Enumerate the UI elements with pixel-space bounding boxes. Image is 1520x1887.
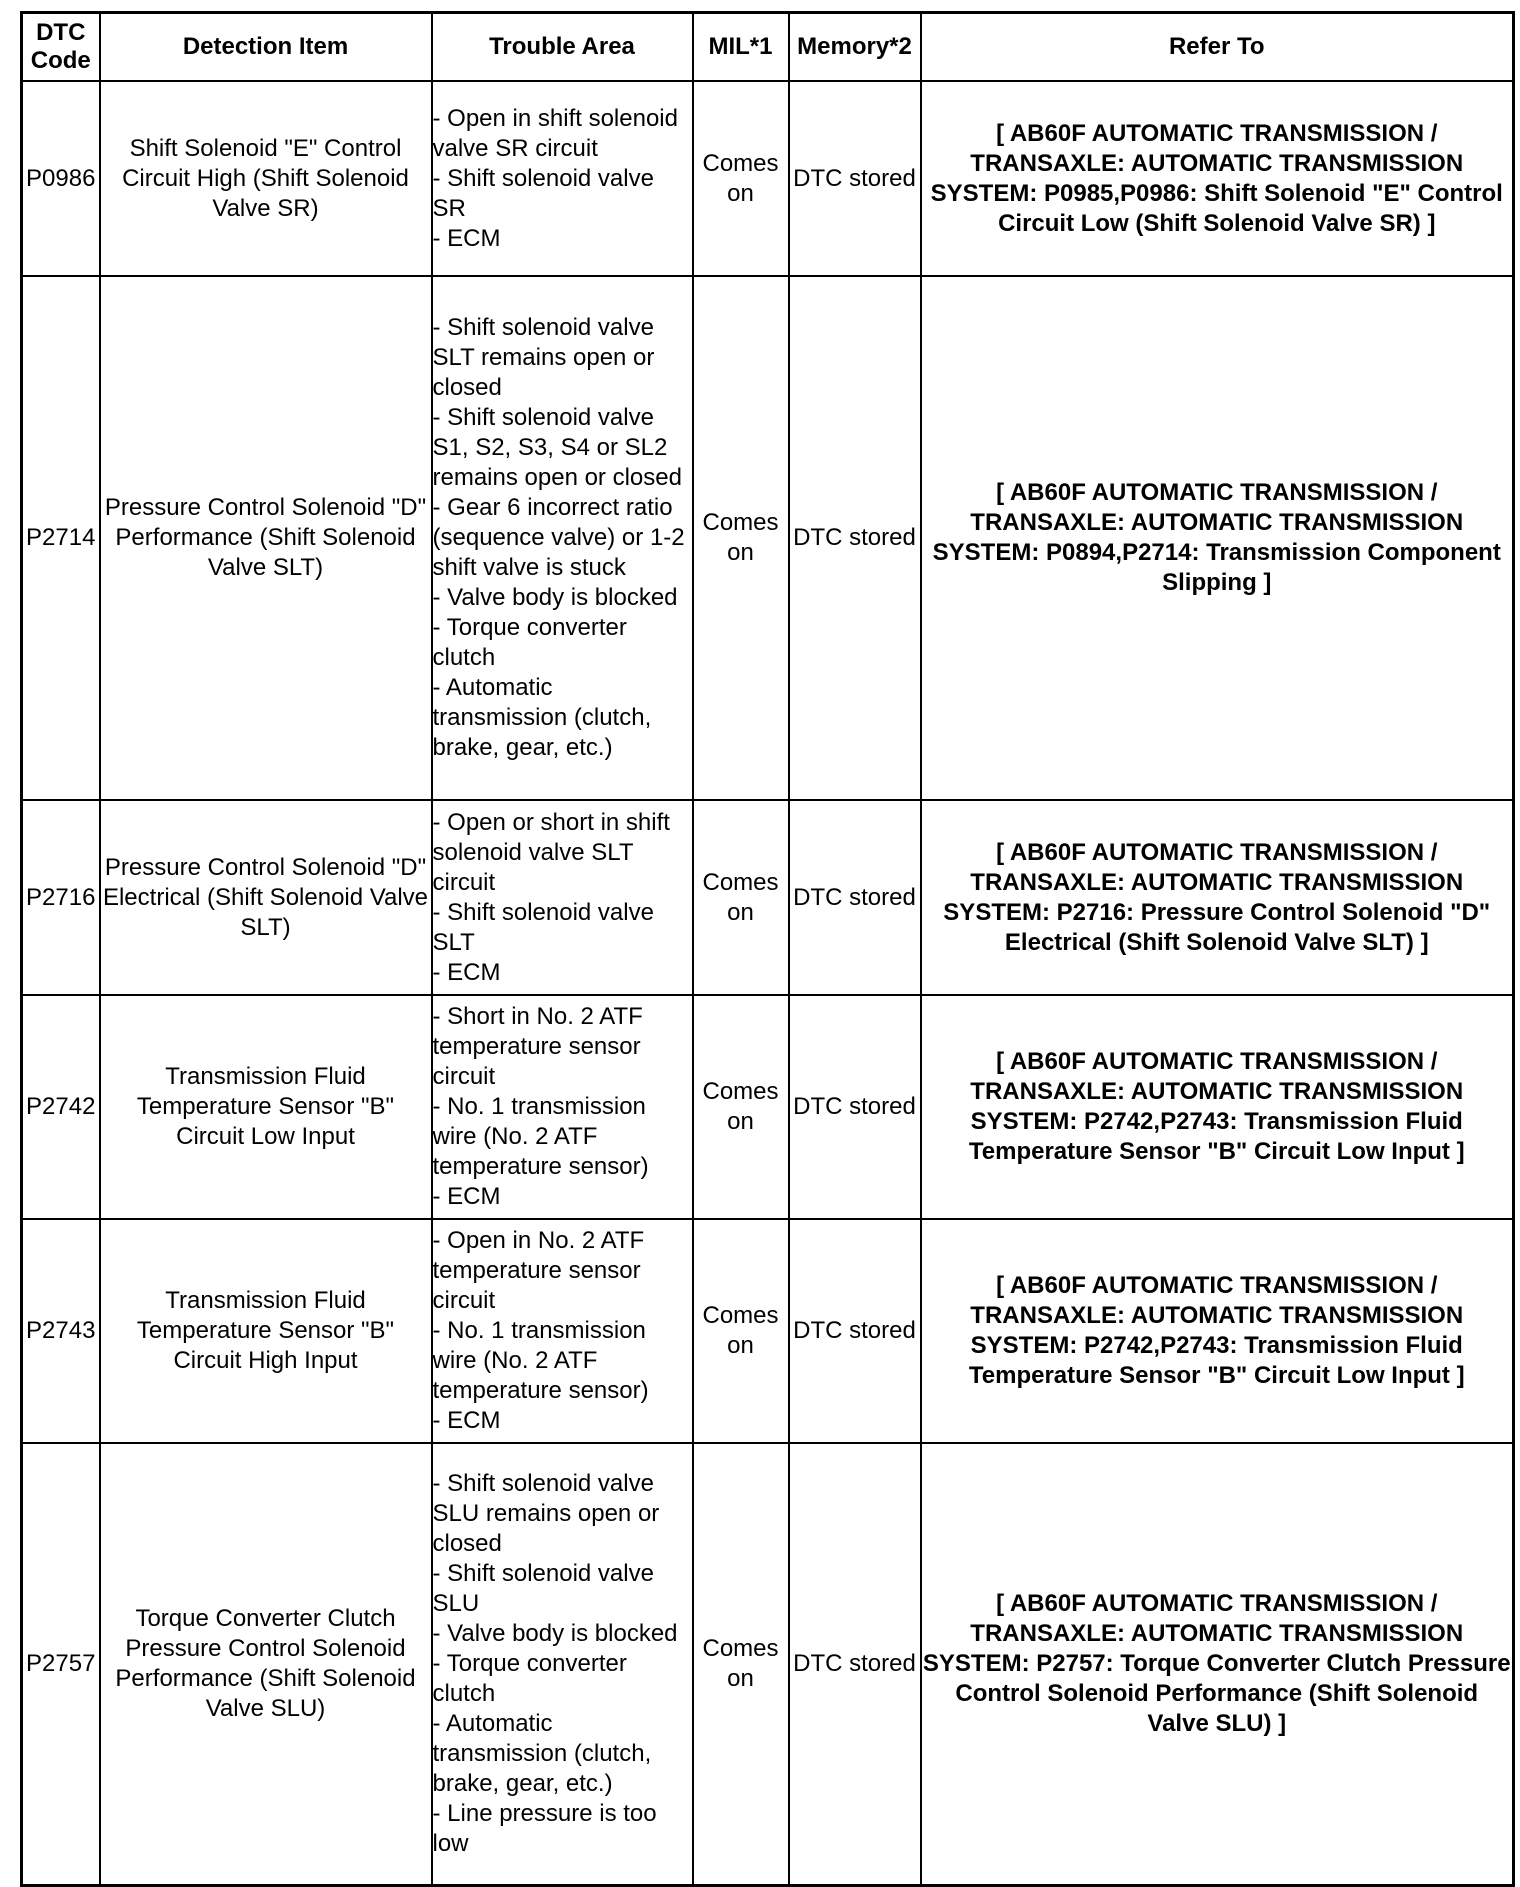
trouble-area-line: - Short in No. 2 ATF temperature sensor circuit [432,1003,643,1090]
table-row [22,81,1514,276]
header-trouble-area: Trouble Area [432,13,693,82]
table-header [22,13,1514,82]
dtc-table [20,11,1515,1887]
mil-cell: Comes on [693,276,789,800]
mil-cell: Comes on [693,1219,789,1443]
trouble-area-line: - Shift solenoid valve SLT [432,898,654,956]
trouble-area-line: - Valve body is blocked [432,1620,678,1647]
memory-cell: DTC stored [789,1443,921,1886]
trouble-area-line: - Gear 6 incorrect ratio (sequence valve) or 1-2 shift valve is stuck [432,494,685,581]
refer-to-cell: [ AB60F AUTOMATIC TRANSMISSION / TRANSAXLE: AUTOMATIC TRANSMISSION SYSTEM: P2742,P2743: Transmission Fluid Temperature Sensor "B" Circuit Low Input ] [921,995,1514,1219]
trouble-area-line: - Shift solenoid valve SLU [432,1560,654,1617]
trouble-area-cell [432,81,693,276]
refer-to-cell: [ AB60F AUTOMATIC TRANSMISSION / TRANSAXLE: AUTOMATIC TRANSMISSION SYSTEM: P0985,P0986: Shift Solenoid "E" Control Circuit Low (Shift Solenoid Valve SR) ] [921,81,1514,276]
refer-to-cell: [ AB60F AUTOMATIC TRANSMISSION / TRANSAXLE: AUTOMATIC TRANSMISSION SYSTEM: P2742,P2743: Transmission Fluid Temperature Sensor "B" Circuit Low Input ] [921,1219,1514,1443]
detection-item-cell: Shift Solenoid "E" Control Circuit High (Shift Solenoid Valve SR) [100,81,432,276]
table-row [22,276,1514,800]
header-memory: Memory*2 [789,13,921,82]
table-row [22,1219,1514,1443]
trouble-area-line: - Torque converter clutch [432,1650,627,1707]
header-dtc-code [22,13,100,82]
refer-to-cell: [ AB60F AUTOMATIC TRANSMISSION / TRANSAXLE: AUTOMATIC TRANSMISSION SYSTEM: P0894,P2714: Transmission Component Slipping ] [921,276,1514,800]
memory-cell: DTC stored [789,81,921,276]
detection-item-cell: Torque Converter Clutch Pressure Control Solenoid Performance (Shift Solenoid Valve SLU) [100,1443,432,1886]
header-mil: MIL*1 [693,13,789,82]
trouble-area-line: - ECM [432,1183,501,1210]
trouble-area-line: - Shift solenoid valve S1, S2, S3, S4 or SL2 remains open or closed [432,404,682,491]
table-body [22,81,1514,1886]
mil-cell: Comes on [693,800,789,995]
header-dtc-code-line2: Code [30,47,91,74]
trouble-area-line: - Shift solenoid valve SR [432,164,654,222]
memory-cell: DTC stored [789,800,921,995]
trouble-area-line: - Open in No. 2 ATF temperature sensor circuit [432,1227,645,1314]
trouble-area-line: - Shift solenoid valve SLU remains open or closed [432,1470,660,1557]
header-refer-to: Refer To [921,13,1514,82]
memory-cell: DTC stored [789,276,921,800]
trouble-area-line: - Open in shift solenoid valve SR circuit [432,104,678,162]
dtc-code-cell: P2743 [22,1219,100,1443]
detection-item-cell: Pressure Control Solenoid "D" Performance (Shift Solenoid Valve SLT) [100,276,432,800]
dtc-code-cell: P2714 [22,276,100,800]
dtc-code-cell: P0986 [22,81,100,276]
dtc-code-cell: P2757 [22,1443,100,1886]
table-row [22,1443,1514,1886]
trouble-area-line: - Valve body is blocked [432,584,678,611]
trouble-area-line: - No. 1 transmission wire (No. 2 ATF temperature sensor) [432,1317,649,1404]
trouble-area-line: - ECM [432,958,501,986]
header-detection-item: Detection Item [100,13,432,82]
memory-cell: DTC stored [789,995,921,1219]
trouble-area-line: - ECM [432,1407,501,1434]
trouble-area-cell [432,800,693,995]
memory-cell: DTC stored [789,1219,921,1443]
trouble-area-cell [432,1443,693,1886]
trouble-area-line: - Automatic transmission (clutch, brake, gear, etc.) [432,674,652,761]
table-row [22,800,1514,995]
detection-item-cell: Transmission Fluid Temperature Sensor "B" Circuit Low Input [100,995,432,1219]
trouble-area-cell [432,995,693,1219]
trouble-area-cell [432,276,693,800]
mil-cell: Comes on [693,995,789,1219]
refer-to-cell: [ AB60F AUTOMATIC TRANSMISSION / TRANSAXLE: AUTOMATIC TRANSMISSION SYSTEM: P2757: Torque Converter Clutch Pressure Control Solenoid Performance (Shift Solenoid Valve SLU) ] [921,1443,1514,1886]
dtc-code-cell: P2742 [22,995,100,1219]
trouble-area-line: - ECM [432,224,501,252]
trouble-area-line: - Automatic transmission (clutch, brake, gear, etc.) [432,1710,652,1797]
trouble-area-line: - Shift solenoid valve SLT remains open or closed [432,314,655,401]
trouble-area-line: - Open or short in shift solenoid valve SLT circuit [432,808,670,896]
header-dtc-code-line1: DTC [36,19,86,46]
trouble-area-line: - No. 1 transmission wire (No. 2 ATF temperature sensor) [432,1093,649,1180]
trouble-area-cell [432,1219,693,1443]
trouble-area-line: - Torque converter clutch [432,614,627,671]
trouble-area-line: - Line pressure is too low [432,1800,657,1857]
dtc-code-cell: P2716 [22,800,100,995]
detection-item-cell: Pressure Control Solenoid "D" Electrical (Shift Solenoid Valve SLT) [100,800,432,995]
header-row [22,13,1514,82]
refer-to-cell: [ AB60F AUTOMATIC TRANSMISSION / TRANSAXLE: AUTOMATIC TRANSMISSION SYSTEM: P2716: Pressure Control Solenoid "D" Electrical (Shift Solenoid Valve SLT) ] [921,800,1514,995]
table-row [22,995,1514,1219]
mil-cell: Comes on [693,1443,789,1886]
mil-cell: Comes on [693,81,789,276]
detection-item-cell: Transmission Fluid Temperature Sensor "B" Circuit High Input [100,1219,432,1443]
